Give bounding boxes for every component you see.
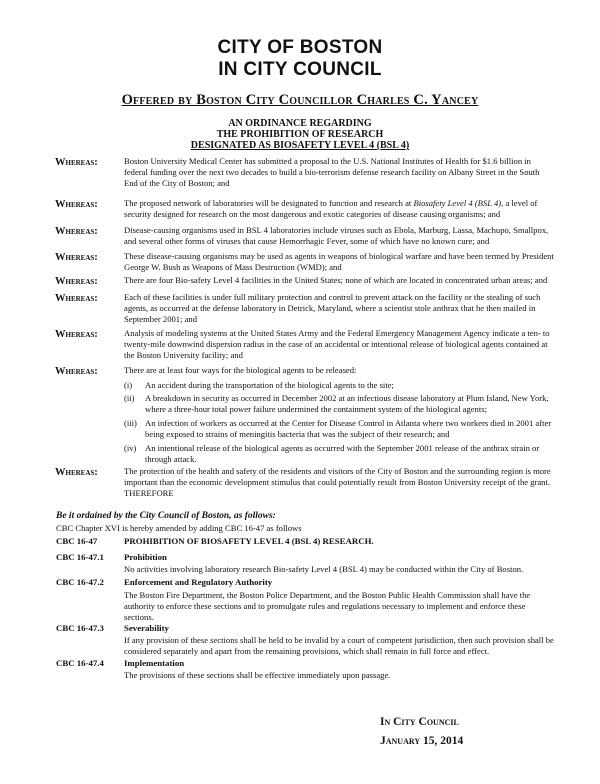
section-code: CBC 16-47.2 xyxy=(56,577,104,587)
list-item-number: (iv) xyxy=(124,443,137,453)
whereas-clause: There are at least four ways for the biological agents to be released: xyxy=(124,365,357,375)
whereas-label: Whereas: xyxy=(55,467,98,478)
whereas-label: Whereas: xyxy=(55,329,98,340)
whereas-text: , a level of security designed for research on the most dangerous and exotic categories of disease causing organisms; and xyxy=(124,198,538,219)
list-item: An infection of workers as occurred at the Center for Disease Control in Atlanta where two workers died in 2001 after being exposed to strains of meningitis bacteria that was the subject of their research; and xyxy=(145,418,552,439)
section-heading: Enforcement and Regulatory Authority xyxy=(124,577,273,587)
whereas-label: Whereas: xyxy=(55,226,98,237)
whereas-clause: These disease-causing organisms may be used as agents in weapons of biological warfare and have been termed by President George W. Bush as Weapons of Mass Destruction (WMD); and xyxy=(124,251,554,272)
whereas-clause: Each of these facilities is under full military protection and control to prevent attack on the facility or the stealing of such agents, as occurred at the defense laboratory in Detrick, Maryland, where a scientist stole anthrax that he then mailed in September 2001; and xyxy=(124,292,541,324)
city-title: CITY OF BOSTON xyxy=(217,37,383,58)
section-heading: Implementation xyxy=(124,658,185,668)
list-item: An intentional release of the biological agents as occurred with the September 2001 release of the anthrax strain or through attack. xyxy=(145,443,540,464)
section-code: CBC 16-47.4 xyxy=(56,658,104,668)
section-heading: Prohibition xyxy=(124,552,167,562)
list-item: A breakdown in security as occurred in December 2002 at an infectious disease laboratory at Plum Island, New York, where a three-hour total power failure undermined the containment system of the biological agents; xyxy=(145,393,549,414)
section-code: CBC 16-47.1 xyxy=(56,552,104,562)
whereas-label: Whereas: xyxy=(55,293,98,304)
list-item-number: (i) xyxy=(124,380,133,390)
whereas-clause: There are four Bio-safety Level 4 facilities in the United States; none of which are located in concentrated urban areas; and xyxy=(124,275,548,285)
section-text: The Boston Fire Department, the Boston Police Department, and the Boston Public Health Commission shall have the authority to enforce these sections and to promulgate rules and regulations necessary to implement and enforce these sections. xyxy=(124,590,531,622)
whereas-label: Whereas: xyxy=(55,252,98,263)
whereas-label: Whereas: xyxy=(55,276,98,287)
section-text: The provisions of these sections shall be effective immediately upon passage. xyxy=(124,670,391,680)
ordinance-title-line3: DESIGNATED AS BIOSAFETY LEVEL 4 (BSL 4) xyxy=(190,140,410,151)
chapter-amendment: CBC Chapter XVI is hereby amended by adding CBC 16-47 as follows xyxy=(56,523,302,533)
section-text: No activities involving laboratory research Bio-safety Level 4 (BSL 4) may be conducted within the City of Boston. xyxy=(124,564,524,574)
ordinance-title-line1: AN ORDINANCE REGARDING xyxy=(228,118,372,129)
whereas-label: Whereas: xyxy=(55,157,98,168)
whereas-clause: The protection of the health and safety of the residents and visitors of the City of Boston and the surrounding region is more important than the economic development stimulus that could potentially result from Boston University receipt of the grant. THEREFORE xyxy=(124,466,551,498)
whereas-clause: Analysis of modeling systems at the United States Army and the Federal Emergency Management Agency indicate a ten- to twenty-mile downwind dispersion radius in the case of an accidental or intentional release of biological agents contained at the Boston University facility; and xyxy=(124,328,550,360)
whereas-clause: Boston University Medical Center has submitted a proposal to the U.S. National Institutes of Health for $1.6 billion in federal funding over the next two decades to build a bio-terrorism defense research facility on Albany Street in the South End of the City of Boston; and xyxy=(124,156,540,188)
footer-date: January 15, 2014 xyxy=(380,735,464,747)
list-item-number: (ii) xyxy=(124,393,135,403)
section-text: If any provision of these sections shall be held to be invalid by a court of competent jurisdiction, then such provision shall be considered separately and apart from the remaining provisions, which shall remain in full force and effect. xyxy=(124,635,554,656)
whereas-clause: Disease-causing organisms used in BSL 4 laboratories include viruses such as Ebola, Marburg, Lassa, Machupo, Smallpox, and several other forms of viruses that cause Hemorrhagic Fever, some of which have no known cure; and xyxy=(124,225,549,246)
offered-by: Offered by Boston City Councillor Charles C. Yancey xyxy=(121,92,479,108)
whereas-italic-term: Biosafety Level 4 (BSL 4) xyxy=(413,198,502,208)
ordained-heading: Be it ordained by the City Council of Boston, as follows: xyxy=(56,511,276,521)
list-item: An accident during the transportation of the biological agents to the site; xyxy=(145,380,394,390)
ordinance-title-line2: THE PROHIBITION OF RESEARCH xyxy=(216,129,384,140)
whereas-text: The proposed network of laboratories will be designated to function and research at xyxy=(124,198,414,208)
footer-council: In City Council xyxy=(380,716,459,728)
whereas-label: Whereas: xyxy=(55,199,98,210)
whereas-clause xyxy=(124,198,554,220)
list-item-number: (iii) xyxy=(124,418,137,428)
council-title: IN CITY COUNCIL xyxy=(218,59,382,80)
section-code: CBC 16-47.3 xyxy=(56,623,104,633)
section-code: CBC 16-47 xyxy=(56,536,98,546)
whereas-label: Whereas: xyxy=(55,366,98,377)
section-heading: PROHIBITION OF BIOSAFETY LEVEL 4 (BSL 4) RESEARCH. xyxy=(124,536,374,546)
section-heading: Severability xyxy=(124,623,169,633)
